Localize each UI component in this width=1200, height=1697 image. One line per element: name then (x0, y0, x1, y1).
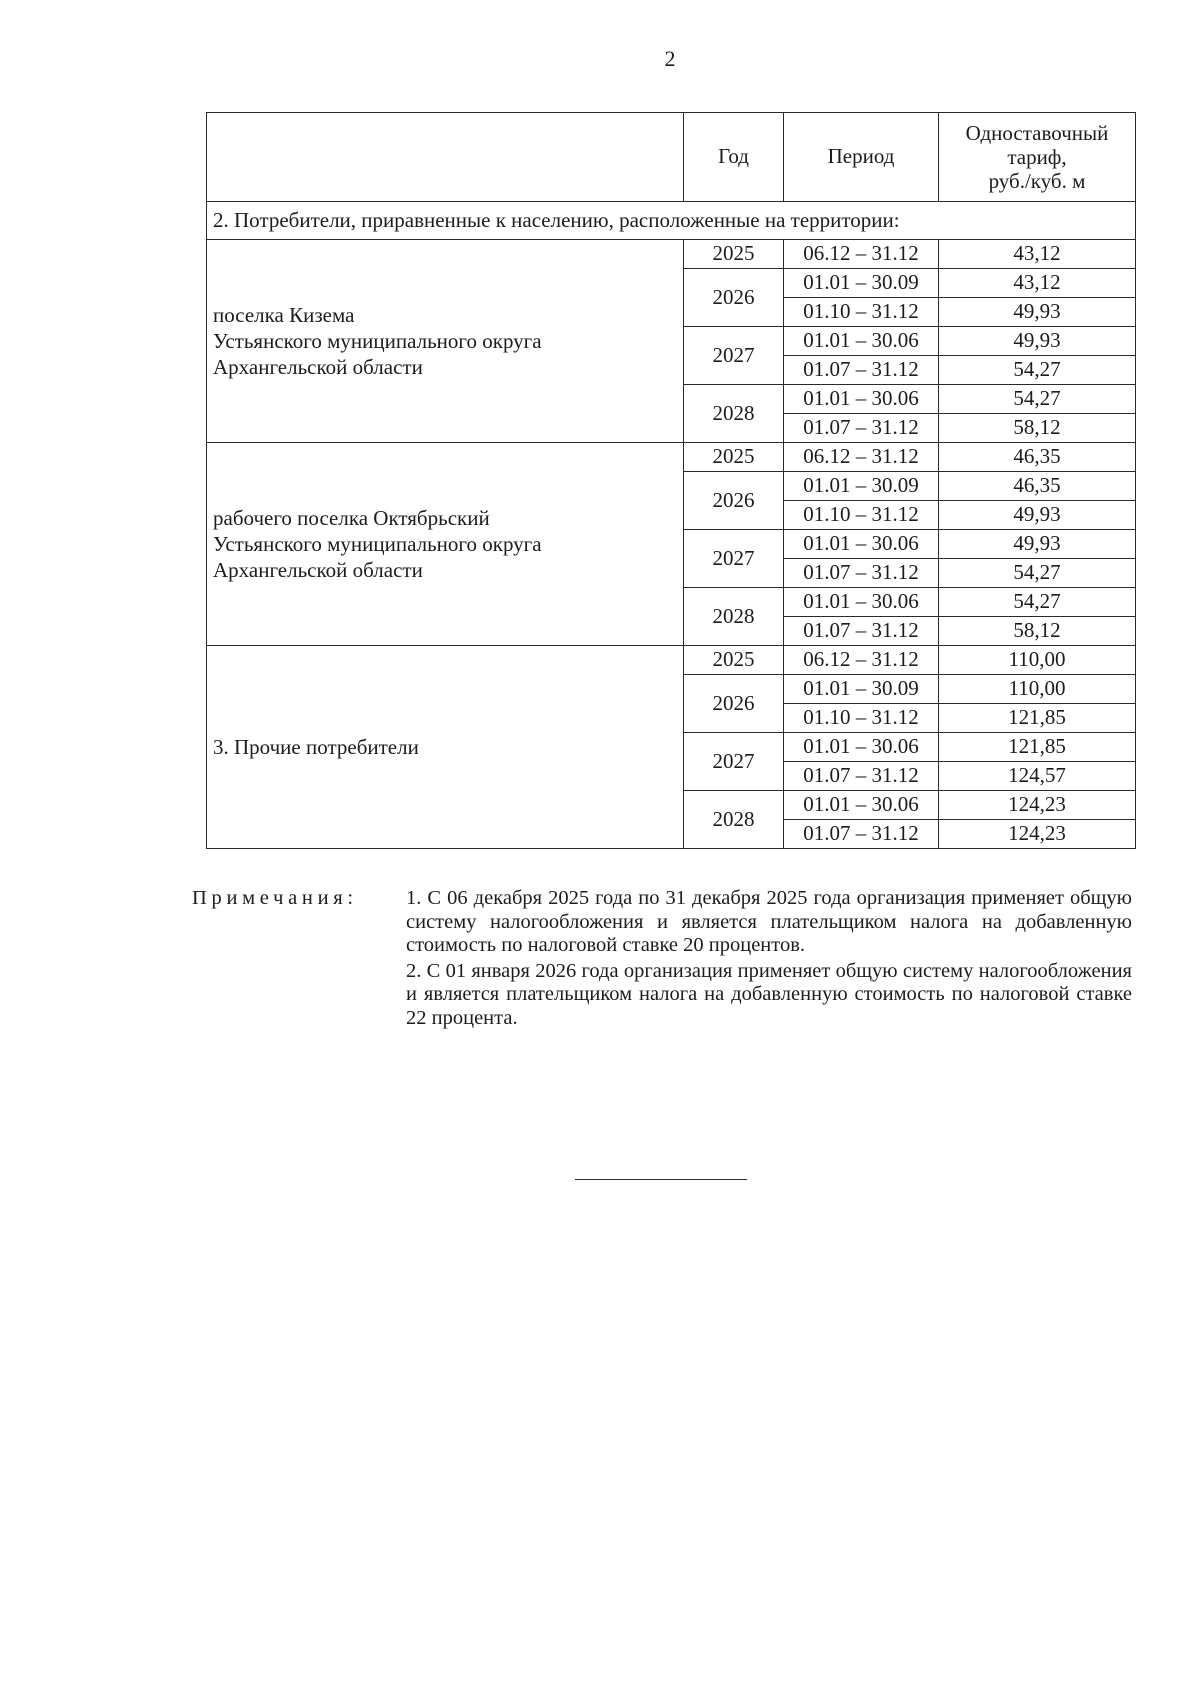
header-tariff-line: руб./куб. м (988, 169, 1086, 194)
tariff-value-cell: 58,12 (939, 414, 1136, 443)
tariff-value-cell: 46,35 (939, 443, 1136, 472)
tariff-value-cell: 49,93 (939, 530, 1136, 559)
year-cell: 2025 (684, 646, 784, 675)
year-cell: 2026 (684, 472, 784, 530)
consumer-name-line: 3. Прочие потребители (213, 734, 419, 759)
period-cell: 01.01 – 30.09 (784, 472, 939, 501)
tariff-value-cell: 110,00 (939, 646, 1136, 675)
year-cell: 2026 (684, 675, 784, 733)
consumer-group-cell (207, 240, 684, 443)
year-cell: 2025 (684, 240, 784, 269)
tariff-value-cell: 49,93 (939, 501, 1136, 530)
year-cell: 2027 (684, 530, 784, 588)
note-item-2: 2. С 01 января 2026 года организация применяет общую систему налогообложения и является плательщиком налога на добавленную стоимость по налоговой ставке 22 процента. (406, 959, 1132, 1029)
period-cell: 01.01 – 30.06 (784, 385, 939, 414)
tariff-value-cell: 46,35 (939, 472, 1136, 501)
tariff-value-cell: 43,12 (939, 269, 1136, 298)
period-cell: 06.12 – 31.12 (784, 646, 939, 675)
year-cell: 2028 (684, 385, 784, 443)
period-cell: 01.01 – 30.06 (784, 733, 939, 762)
tariff-value-cell: 54,27 (939, 588, 1136, 617)
year-cell: 2026 (684, 269, 784, 327)
year-cell: 2028 (684, 791, 784, 849)
page-number: 2 (664, 46, 676, 71)
consumer-name-line: поселка Кизема (213, 302, 355, 327)
period-cell: 01.07 – 31.12 (784, 414, 939, 443)
tariff-value-cell: 49,93 (939, 327, 1136, 356)
tariff-value-cell: 43,12 (939, 240, 1136, 269)
tariff-value-cell: 121,85 (939, 733, 1136, 762)
table-row (207, 240, 1136, 269)
header-tariff-line: тариф, (1007, 144, 1067, 169)
period-cell: 01.07 – 31.12 (784, 762, 939, 791)
section-title: 2. Потребители, приравненные к населению, расположенные на территории: (207, 202, 1136, 240)
header-consumer-cell (207, 113, 684, 202)
period-cell: 01.01 – 30.06 (784, 327, 939, 356)
period-cell: 01.10 – 31.12 (784, 501, 939, 530)
period-cell: 01.01 – 30.06 (784, 791, 939, 820)
tariff-value-cell: 121,85 (939, 704, 1136, 733)
period-cell: 01.07 – 31.12 (784, 356, 939, 385)
consumer-name-line: Устьянского муниципального округа (213, 531, 542, 556)
year-cell: 2027 (684, 733, 784, 791)
period-cell: 01.07 – 31.12 (784, 617, 939, 646)
tariff-value-cell: 124,57 (939, 762, 1136, 791)
header-tariff (939, 113, 1136, 202)
header-tariff-line: Одноставочный (965, 120, 1109, 145)
note-item-1: 1. С 06 декабря 2025 года по 31 декабря 2025 года организация применяет общую систему налогообложения и является плательщиком налога на добавленную стоимость по налоговой ставке 20 процентов. (406, 887, 1132, 957)
year-cell: 2027 (684, 327, 784, 385)
period-cell: 01.07 – 31.12 (784, 559, 939, 588)
period-cell: 06.12 – 31.12 (784, 240, 939, 269)
period-cell: 01.10 – 31.12 (784, 298, 939, 327)
tariff-value-cell: 124,23 (939, 791, 1136, 820)
tariff-value-cell: 54,27 (939, 356, 1136, 385)
period-cell: 01.07 – 31.12 (784, 820, 939, 849)
closing-divider (575, 1179, 747, 1180)
notes-label: Примечания: (192, 887, 358, 909)
tariff-value-cell: 58,12 (939, 617, 1136, 646)
notes (192, 887, 1132, 1032)
consumer-group-cell (207, 646, 684, 849)
consumer-group-cell (207, 443, 684, 646)
table-header-row (207, 113, 1136, 202)
tariff-value-cell: 110,00 (939, 675, 1136, 704)
period-cell: 01.10 – 31.12 (784, 704, 939, 733)
section-title-row (207, 202, 1136, 240)
consumer-name-line: Архангельской области (213, 355, 423, 380)
period-cell: 01.01 – 30.06 (784, 530, 939, 559)
consumer-name-line: рабочего поселка Октябрьский (213, 505, 490, 530)
period-cell: 06.12 – 31.12 (784, 443, 939, 472)
period-cell: 01.01 – 30.09 (784, 269, 939, 298)
tariff-table (206, 112, 1136, 849)
notes-list (406, 887, 1132, 1030)
year-cell: 2025 (684, 443, 784, 472)
tariff-value-cell: 49,93 (939, 298, 1136, 327)
table-row (207, 443, 1136, 472)
tariff-value-cell: 54,27 (939, 385, 1136, 414)
consumer-name-line: Устьянского муниципального округа (213, 328, 542, 353)
consumer-name-line: Архангельской области (213, 558, 423, 583)
tariff-value-cell: 54,27 (939, 559, 1136, 588)
tariff-value-cell: 124,23 (939, 820, 1136, 849)
header-year: Год (684, 113, 784, 202)
header-period: Период (784, 113, 939, 202)
table-row (207, 646, 1136, 675)
year-cell: 2028 (684, 588, 784, 646)
period-cell: 01.01 – 30.06 (784, 588, 939, 617)
period-cell: 01.01 – 30.09 (784, 675, 939, 704)
